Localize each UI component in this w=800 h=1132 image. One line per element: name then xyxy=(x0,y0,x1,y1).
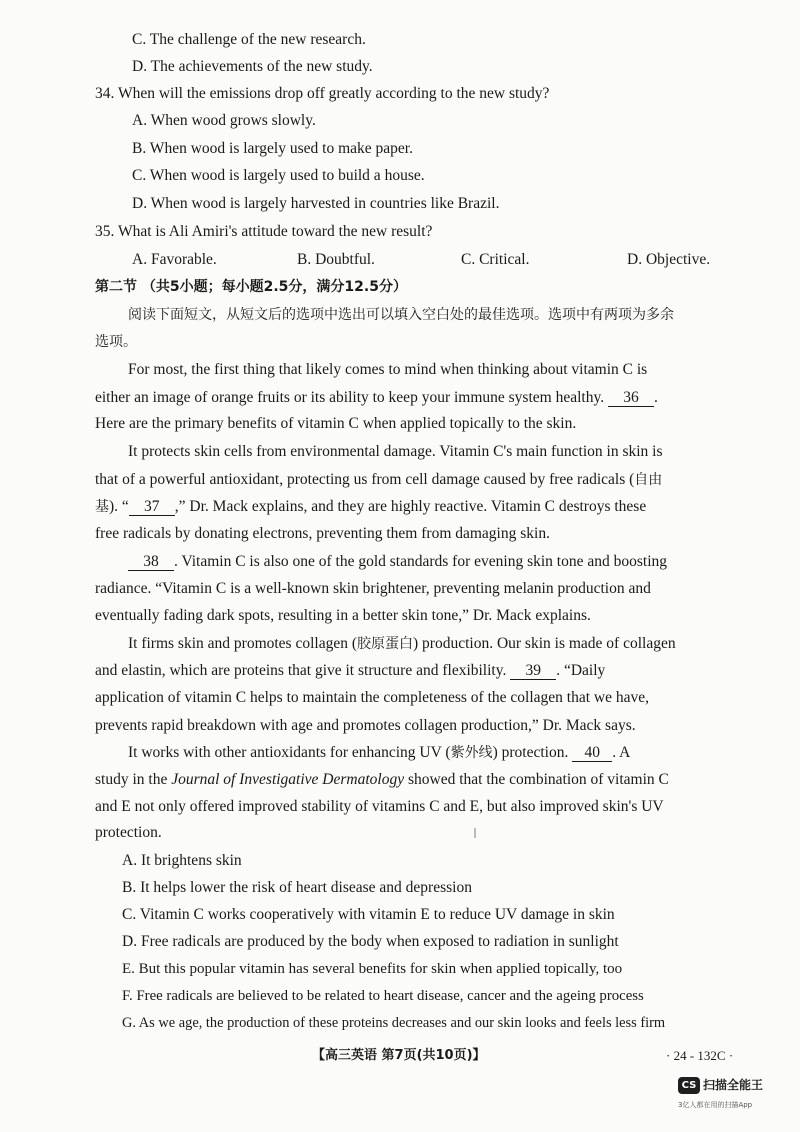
p4-line-3: application of vitamin C helps to maintain the completeness of the collagen that we have, xyxy=(95,689,649,706)
p1-line-3: Here are the primary benefits of vitamin C when applied topically to the skin. xyxy=(95,415,577,432)
journal-title: Journal of Investigative Dermatology xyxy=(171,771,405,788)
p2-line-2-text: that of a powerful antioxidant, protecting us from cell damage caused by free radicals ( xyxy=(95,471,635,488)
option-d: D. Free radicals are produced by the body when exposed to radiation in sunlight xyxy=(122,933,619,950)
option-f: F. Free radicals are believed to be related to heart disease, cancer and the ageing process xyxy=(122,988,644,1004)
camscanner-logo-icon: CS xyxy=(678,1077,700,1094)
p3-line-1-text: . Vitamin C is also one of the gold standards for evening skin tone and boosting xyxy=(174,553,667,570)
p1-line-2-end: . xyxy=(653,389,658,406)
q34-option-d: D. When wood is largely harvested in countries like Brazil. xyxy=(132,195,500,212)
p5-line-2-b: showed that the combination of vitamin C xyxy=(404,771,669,788)
option-g: G. As we age, the production of these proteins decreases and our skin looks and feels less firm xyxy=(122,1015,666,1031)
p4-line-1-b: ) production. Our skin is made of collagen xyxy=(413,635,676,652)
p1-line-2 xyxy=(95,388,658,408)
p4-line-1-cjk: 胶原蛋白 xyxy=(357,636,414,652)
p1-line-1: For most, the first thing that likely comes to mind when thinking about vitamin C is xyxy=(128,361,648,378)
p2-line-2-cjk: 自由 xyxy=(634,472,663,488)
p2-line-3-a: ). “ xyxy=(109,498,129,515)
option-a: A. It brightens skin xyxy=(122,852,242,869)
q35-stem: 35. What is Ali Amiri's attitude toward the new result? xyxy=(95,223,433,240)
camscanner-tagline: 3亿人都在用的扫描App xyxy=(678,1101,753,1109)
option-b: B. It helps lower the risk of heart disease and depression xyxy=(122,879,472,896)
camscanner-name: 扫描全能王 xyxy=(703,1078,764,1092)
p5-line-1-a: It works with other antioxidants for enhancing UV ( xyxy=(128,744,451,761)
p1-line-2-text: either an image of orange fruits or its ability to keep your immune system healthy. xyxy=(95,389,605,406)
scan-speck xyxy=(474,828,476,838)
p3-line-3: eventually fading dark spots, resulting in a better skin tone,” Dr. Mack explains. xyxy=(95,607,591,624)
p4-line-1-a: It firms skin and promotes collagen ( xyxy=(128,635,358,652)
p5-line-1 xyxy=(128,743,630,763)
p2-line-4: free radicals by donating electrons, preventing them from damaging skin. xyxy=(95,525,550,542)
p4-line-2-end: . “Daily xyxy=(556,662,606,679)
page-code: · 24 - 132C · xyxy=(666,1048,734,1063)
q33-option-c: C. The challenge of the new research. xyxy=(132,31,366,48)
p2-line-2 xyxy=(95,470,662,490)
p5-line-2 xyxy=(95,770,669,790)
p4-line-4: prevents rapid breakdown with age and promotes collagen production,” Dr. Mack says. xyxy=(95,717,636,734)
page-footer-label: 【高三英语 第7页(共10页)】 xyxy=(312,1048,486,1063)
p5-line-1-b: ) protection. xyxy=(492,744,569,761)
q35-option-a: A. Favorable. xyxy=(132,251,217,268)
p4-line-1 xyxy=(128,634,676,654)
option-e: E. But this popular vitamin has several benefits for skin when applied topically, too xyxy=(122,961,623,977)
p5-line-1-end: . A xyxy=(612,744,631,761)
p4-line-2 xyxy=(95,661,605,681)
q35-option-d: D. Objective. xyxy=(627,251,711,268)
blank-36: 36 xyxy=(608,389,654,407)
p2-line-3-cjk: 基 xyxy=(95,499,109,515)
p3-line-2: radiance. “Vitamin C is a well-known skin brightener, preventing melanin production and xyxy=(95,580,651,597)
p5-line-4: protection. xyxy=(95,824,162,841)
blank-39: 39 xyxy=(510,662,556,680)
p3-line-1 xyxy=(128,552,667,572)
q34-stem: 34. When will the emissions drop off greatly according to the new study? xyxy=(95,85,550,102)
section-heading: 第二节 （共5小题；每小题2.5分，满分12.5分） xyxy=(95,279,407,295)
q34-option-a: A. When wood grows slowly. xyxy=(132,112,316,129)
instruction-line-1: 阅读下面短文，从短文后的选项中选出可以填入空白处的最佳选项。选项中有两项为多余 xyxy=(128,307,674,323)
q34-option-c: C. When wood is largely used to build a house. xyxy=(132,167,425,184)
option-c: C. Vitamin C works cooperatively with vitamin E to reduce UV damage in skin xyxy=(122,906,615,923)
q35-option-b: B. Doubtful. xyxy=(297,251,375,268)
q35-option-c: C. Critical. xyxy=(461,251,530,268)
p5-line-1-cjk: 紫外线 xyxy=(450,745,493,761)
p5-line-3: and E not only offered improved stability of vitamins C and E, but also improved skin's UV xyxy=(95,798,664,815)
blank-37: 37 xyxy=(129,498,175,516)
instruction-line-2: 选项。 xyxy=(95,334,137,350)
p2-line-3-b: ,” Dr. Mack explains, and they are highly reactive. Vitamin C destroys these xyxy=(174,498,647,515)
q33-option-d: D. The achievements of the new study. xyxy=(132,58,373,75)
p4-line-2-text: and elastin, which are proteins that give it structure and flexibility. xyxy=(95,662,507,679)
q34-option-b: B. When wood is largely used to make paper. xyxy=(132,140,413,157)
p5-line-2-a: study in the xyxy=(95,771,172,788)
blank-40: 40 xyxy=(572,744,612,762)
p2-line-3 xyxy=(95,497,646,517)
p2-line-1: It protects skin cells from environmental damage. Vitamin C's main function in skin is xyxy=(128,443,663,460)
blank-38: 38 xyxy=(128,553,174,571)
